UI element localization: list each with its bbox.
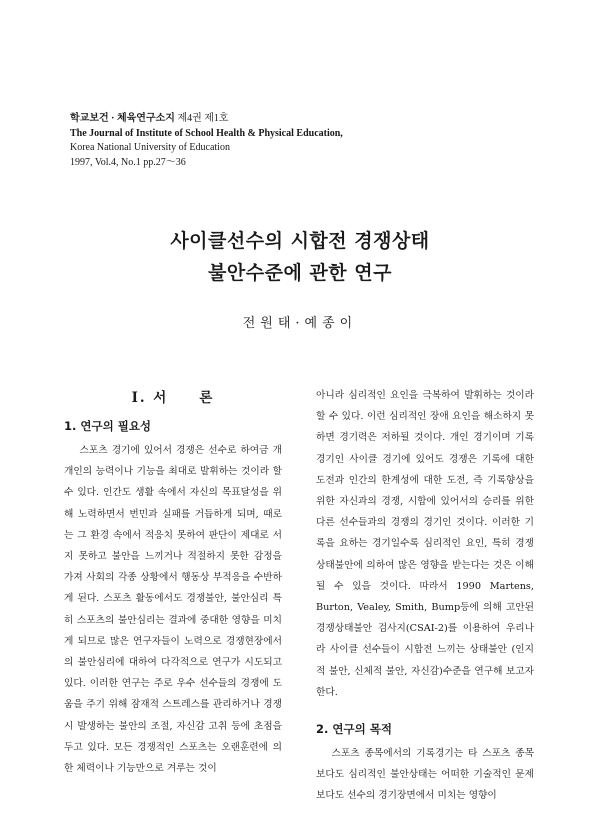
journal-korean-line	[70, 112, 343, 127]
journal-korean-name: 학교보건 · 체육연구소지	[70, 113, 175, 124]
left-column	[64, 385, 282, 779]
volume-korean: 제4권 제1호	[177, 113, 229, 124]
authors: 전원태·예종이	[242, 316, 358, 331]
journal-header	[70, 112, 343, 170]
university-name: Korea National University of Education	[70, 142, 230, 153]
right-column	[316, 385, 534, 807]
citation: 1997, Vol.4, No.1 pp.27～36	[70, 156, 186, 168]
section-title-introduction: I. 서 론	[131, 390, 215, 406]
title-line-1: 사이클선수의 시합전 경쟁상태	[170, 230, 430, 252]
paragraph-gap	[316, 703, 534, 715]
subsection-heading-need: 1. 연구의 필요성	[64, 419, 152, 433]
paragraph-2: 아니라 심리적인 요인을 극복하여 발휘하는 것이라 할 수 있다. 이런 심리적인 장애 요인을 해소하지 못하면 경기력은 저하될 것이다. 개인 경기이며 기록경기인 사이클 경기에 있어도 경쟁은 기록에 대한 도전과 인간의 한계성에 대한 도전, 즉 기록향상을 위한 자신과의 경쟁, 시합에 있어서의 승리를 위한 다른 선수들과의 경쟁의 경기인 것이다. 이러한 기록을 요하는 경기일수록 심리적인 요인, 특히 경쟁상태불안에 의하여 많은 영향을 받는다는 것은 이해될 수 있을 것이다. 따라서 1990 Martens, Burton, Vealey, Smith, Bump등에 의해 고안된 경쟁상태불안 검사지(CSAI-2)를 이용하여 우리나라 사이클 선수들이 시합전 느끼는 상태불안 (인지적 불안, 신체적 불안, 자신감)수준을 연구해 보고자 한다.	[316, 390, 534, 698]
title-line-2: 불안수준에 관한 연구	[208, 262, 392, 284]
journal-english-name: The Journal of Institute of School Health & Physical Education,	[70, 127, 343, 139]
paragraph-1: 스포츠 경기에 있어서 경쟁은 선수로 하여금 개개인의 능력이나 기능을 최대로 발휘하는 것이라 할 수 있다. 인간도 생활 속에서 자신의 목표달성을 위해 노력하면서 번민과 실패를 거듭하게 되며, 때로는 그 환경 속에서 적응치 못하여 판단이 제대로 서지 못하고 불안을 느끼거나 적절하지 못한 감정을 가져 사회의 각종 상황에서 행동상 부적응을 수반하게 된다. 스포츠 활동에서도 경쟁불안, 불안심리 특히 스포츠의 불안심리는 결과에 중대한 영향을 미치게 되므로 많은 연구자들이 노력으로 경쟁현장에서의 불안심리에 대하여 다각적으로 연구가 시도되고 있다. 이러한 연구는 주로 우수 선수들의 경쟁에 도움을 주기 위해 잠재적 스트레스를 관리하거나 경쟁시 발생하는 불안의 조절, 자신감 고취 등에 초점을 두고 있다. 모든 경쟁적인 스포츠는 오랜훈련에 의한 체력이나 기능만으로 겨루는 것이	[64, 445, 282, 775]
paragraph-3: 스포츠 종목에서의 기록경기는 타 스포츠 종목 보다도 심리적인 불안상태는 어떠한 기술적인 문제보다도 선수의 경기장면에서 미치는 영향이	[316, 748, 534, 802]
paper-title	[0, 225, 600, 289]
subsection-heading-purpose: 2. 연구의 목적	[316, 722, 392, 737]
